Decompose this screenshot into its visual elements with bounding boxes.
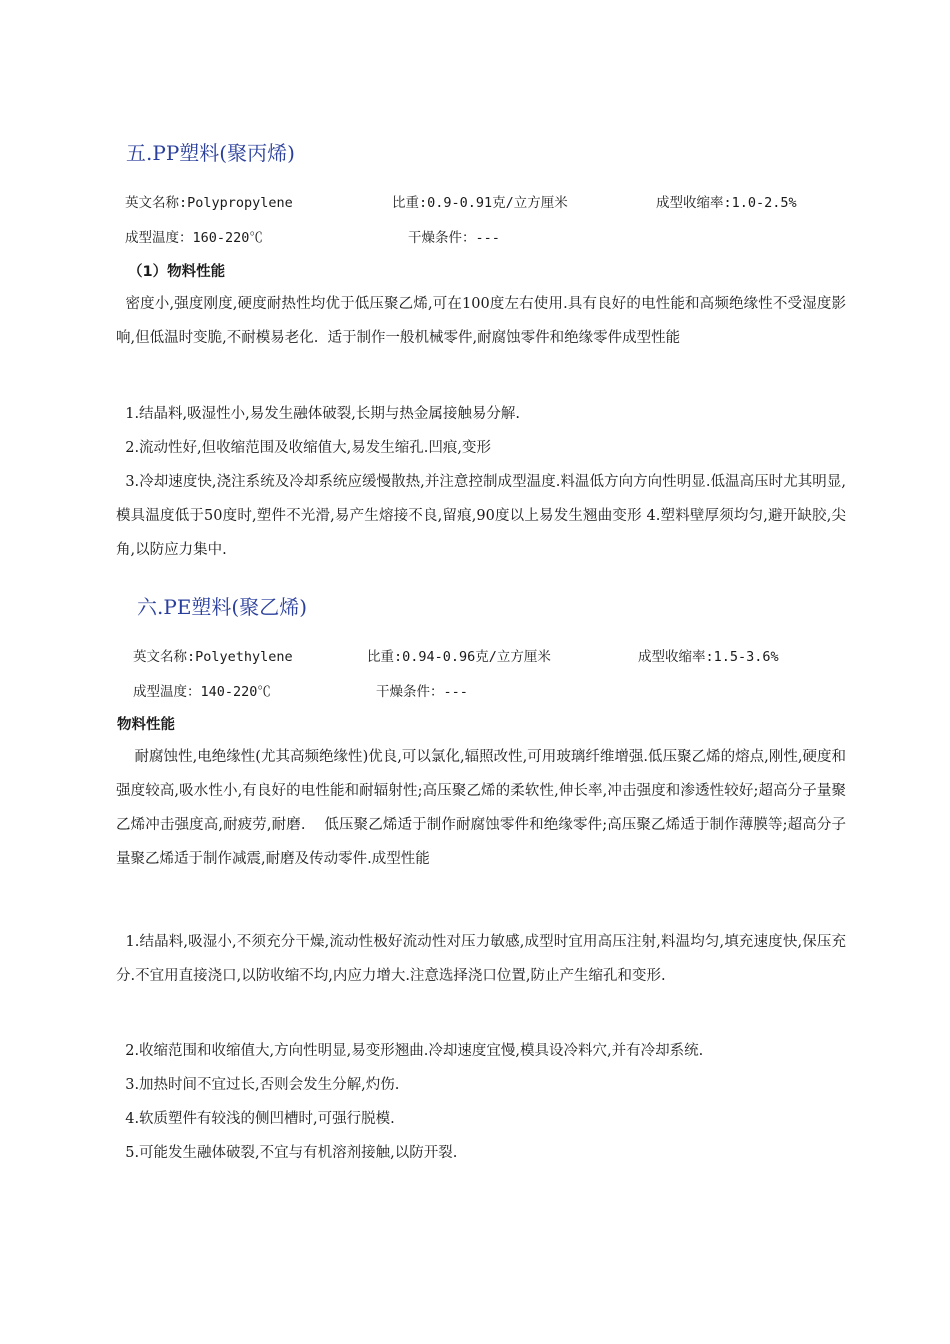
section-heading-pe: 六.PE塑料(聚乙烯) [137,595,308,619]
pp-english-name: 英文名称:Polypropylene [125,195,293,211]
pe-property-item-2: 2.收缩范围和收缩值大,方向性明显,易变形翘曲.冷却速度宜慢,模具设冷料穴,并有冷却系统. [116,1043,704,1059]
section-heading-pp: 五.PP塑料(聚丙烯) [126,141,295,165]
pe-description-paragraph: 耐腐蚀性,电绝缘性(尤其高频绝缘性)优良,可以氯化,辐照改性,可用玻璃纤维增强.低压聚乙烯的熔点,刚性,硬度和强度较高,吸水性小,有良好的电性能和耐辐射性;高压聚乙烯的柔软性,伸长率,冲击强度和渗透性较好;超高分子量聚乙烯冲击强度高,耐疲劳,耐磨. 低压聚乙烯适于制作耐腐蚀零件和绝缘零件;高压聚乙烯适于制作薄膜等;超高分子量聚乙烯适于制作减震,耐磨及传动零件.成型性能 [116,749,847,867]
pp-description-paragraph: 密度小,强度刚度,硬度耐热性均优于低压聚乙烯,可在100度左右使用.具有良好的电性能和高频绝缘性不受湿度影响,但低温时变脆,不耐模易老化. 适于制作一般机械零件,耐腐蚀零件和绝缘零件成型性能 [116,296,847,346]
pe-property-item-1: 1.结晶料,吸湿小,不须充分干燥,流动性极好流动性对压力敏感,成型时宜用高压注射,料温均匀,填充速度快,保压充分.不宜用直接浇口,以防收缩不均,内应力增大.注意选择浇口位置,防止产生缩孔和变形. [116,934,846,984]
pe-drying-conditions: 干燥条件：--- [376,684,468,700]
pp-property-item-1: 1.结晶料,吸湿性小,易发生融体破裂,长期与热金属接触易分解. [116,406,520,422]
pp-property-item-2: 2.流动性好,但收缩范围及收缩值大,易发生缩孔.凹痕,变形 [116,440,491,456]
pe-molding-temperature: 成型温度：140-220℃ [133,684,271,700]
pe-shrinkage: 成型收缩率:1.5-3.6% [638,649,779,665]
pe-property-item-5: 5.可能发生融体破裂,不宜与有机溶剂接触,以防开裂. [116,1145,458,1161]
pp-molding-temperature: 成型温度：160-220℃ [125,230,263,246]
pe-density: 比重:0.94-0.96克/立方厘米 [367,649,551,665]
pp-property-item-3: 3.冷却速度快,浇注系统及冷却系统应缓慢散热,并注意控制成型温度.料温低方向方向性明显.低温高压时尤其明显,模具温度低于50度时,塑件不光滑,易产生熔接不良,留痕,90度以上易发生翘曲变形 4.塑料壁厚须均匀,避开缺胶,尖角,以防应力集中. [116,474,846,558]
pp-material-properties-heading: （1）物料性能 [128,264,226,280]
pe-english-name: 英文名称:Polyethylene [133,649,293,665]
pp-shrinkage: 成型收缩率:1.0-2.5% [656,195,797,211]
pe-material-properties-heading: 物料性能 [117,717,175,733]
pp-density: 比重:0.9-0.91克/立方厘米 [392,195,568,211]
pp-drying-conditions: 干燥条件：--- [408,230,500,246]
pe-property-item-4: 4.软质塑件有较浅的侧凹槽时,可强行脱模. [116,1111,395,1127]
pe-property-item-3: 3.加热时间不宜过长,否则会发生分解,灼伤. [116,1077,400,1093]
